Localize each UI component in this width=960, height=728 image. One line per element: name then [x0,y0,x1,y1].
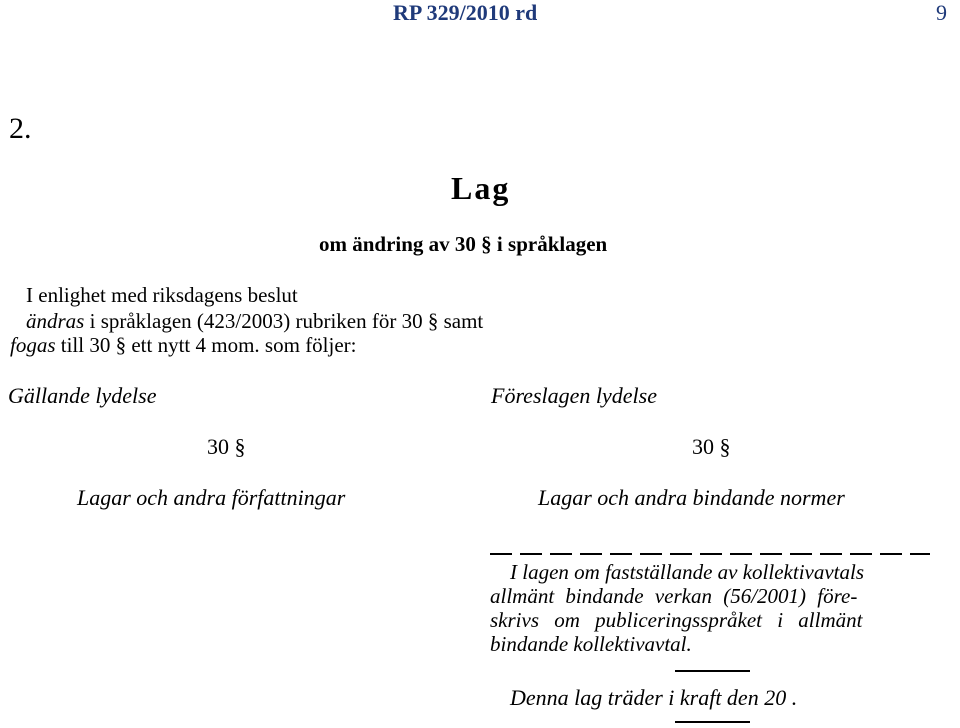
separator-rule [675,721,750,723]
law-title: Lag [451,170,511,206]
separator-rule [675,670,750,672]
law-subtitle: om ändring av 30 § i språklagen [319,232,608,256]
section-number: 2. [9,112,32,145]
paragraph-line: bindande kollektivavtal. [490,632,692,656]
intro-line-3-text: till 30 § ett nytt 4 mom. som följer: [55,333,357,357]
paragraph-line: I lagen om fastställande av kollektivavtals [510,560,865,584]
left-section-heading: Lagar och andra författningar [77,485,346,510]
left-section-number: 30 § [207,434,246,459]
right-section-number: 30 § [692,434,731,459]
entry-into-force-line: Denna lag träder i kraft den 20 . [510,685,798,710]
omission-dash-line [490,553,930,555]
document-reference: RP 329/2010 rd [393,0,538,25]
paragraph-line: allmänt bindande verkan (56/2001) före- [490,584,858,608]
intro-line-1: I enlighet med riksdagens beslut [26,283,298,307]
intro-verb-fogas: fogas [10,333,56,357]
column-header-current: Gällande lydelse [8,383,157,408]
intro-line-2 [26,309,483,334]
intro-line-2-text: i språklagen (423/2003) rubriken för 30 § samt [84,309,484,333]
paragraph-line: skrivs om publiceringsspråket i allmänt [490,608,863,632]
intro-line-3 [10,333,357,358]
right-section-heading: Lagar och andra bindande normer [538,485,845,510]
intro-verb-andras: ändras [26,309,85,333]
column-header-proposed: Föreslagen lydelse [491,383,657,408]
page-number: 9 [936,0,947,25]
